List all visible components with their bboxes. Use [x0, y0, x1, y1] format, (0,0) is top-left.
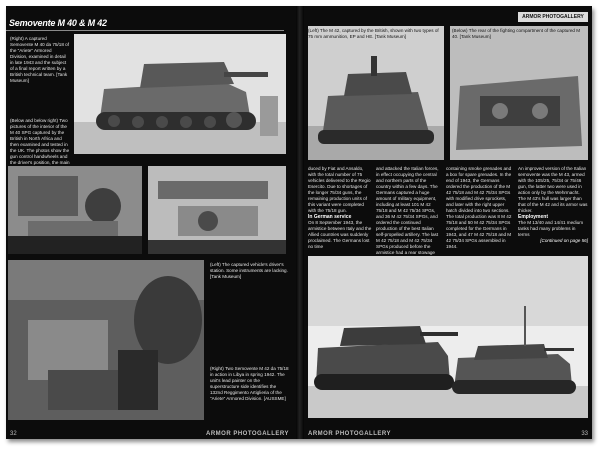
right-folio: 33	[581, 431, 588, 437]
column-1-heading: In German service	[308, 214, 352, 220]
column-4-text: An improved version of the Italian semovente was the M 43, armed with the 105/25, 75/34 or 75/46 gun, the latter two were used in action only by the Wehrmacht. The M 43's hull was larger than that of the M 42 and its armor was thicker.	[518, 166, 588, 213]
column-1-text: duced by Fiat and Ansaldo, with the total number of 75 vehicles delivered to the Regio Esercito. Due to shortages of the longer 75/34 guns, the remaining production units of this variant were completed with the 75/18 gun.	[308, 166, 371, 213]
photo-captured-semovente	[74, 34, 286, 154]
column-1-text-b: On 8 September 1943, the armistice between Italy and the Allied countries was suddenly proclaimed. The Germans lost no time	[308, 220, 372, 249]
intro-caption: (Right) A captured Semovente M 40 da 75/18 of the "Ariete" Armored Division, examined in detail in late 1943 and the subject of a final report written by a British technical team. [Tank Museum]	[10, 36, 69, 83]
left-folio: 32	[10, 431, 17, 437]
page-title: Semovente M 40 & M 42	[9, 18, 107, 28]
bottom-caption: (Right) Two Semovente M 42 da 75/18 in action in Libya in spring 1942. The unit's lead painter on the superstructure side identifies the 132nd Reggimento Artiglieria of the "Ariete" Armored Division. [AUSSME]	[210, 366, 289, 401]
photo-interior-controls	[8, 166, 142, 254]
left-footer: ARMOR PHOTOGALLERY	[206, 431, 290, 437]
photo-interior-gun	[148, 166, 286, 254]
continued-note: [Continued on page 56]	[540, 238, 588, 243]
title-bar	[6, 18, 284, 31]
column-3: containing smoke grenades and a box for spare grenades. In the end of 1943, the Germans ordered the production of the M 42 75/18 and M 42 75/34 SPGs with modified drive sprockets, and later with the right upper hatch divided into two sections. The total production was 8 M 42 75/18 and 50 M 42 75/34 SPGs completed for the Germans in 1943, and 47 M 42 75/18 and M 42 75/34 SPGs assembled in 1944.	[446, 166, 512, 249]
column-1	[308, 166, 372, 252]
column-4-text-b: The M 13/40 and 14/41 medium tanks had many problems in terms	[518, 220, 584, 237]
column-2: and attacked the Italian forces, in effect occupying the central and northern parts of the country within a few days. The Germans captured a huge amount of military equipment, including at least 101 M 42 75/18 and M 42 75/34 SPGs, and 36 M 42 75/34 SPGs, and ordered the continued production of the best Italian self-propelled artillery. The last M 42 75/18 and M 42 75/34 SPGs produced before the armistice had a rear stowage	[376, 166, 439, 255]
right-footer: ARMOR PHOTOGALLERY	[308, 431, 392, 437]
top-right-caption: (Below) The rear of the fighting compartment of the captured M 40. [Tank Museum]	[452, 28, 581, 39]
right-tag: ARMOR PHOTOGALLERY	[518, 12, 588, 22]
photo-two-semoventi-libya	[308, 256, 588, 418]
right-page	[302, 6, 592, 439]
column-4	[518, 166, 588, 252]
left-page	[6, 6, 298, 439]
top-left-caption: (Left) The M 42, captured by the British, shown with two types of 75 mm ammunition, EP and HE. [Tank Museum]	[308, 28, 439, 39]
book-spread	[6, 6, 592, 439]
interior-caption: (Below and below right) Two pictures of the interior of the M 40 SPG captured by the British in North Africa and then examined and tested in the UK. The photos show the gun control handwheels and the driver's position, the main	[10, 118, 70, 165]
driver-caption: (Left) The captured vehicle's driver's station. Some instruments are lacking. [Tank Museum]	[210, 262, 288, 279]
photo-driver-station	[8, 260, 204, 420]
column-4-heading: Employment	[518, 214, 549, 220]
